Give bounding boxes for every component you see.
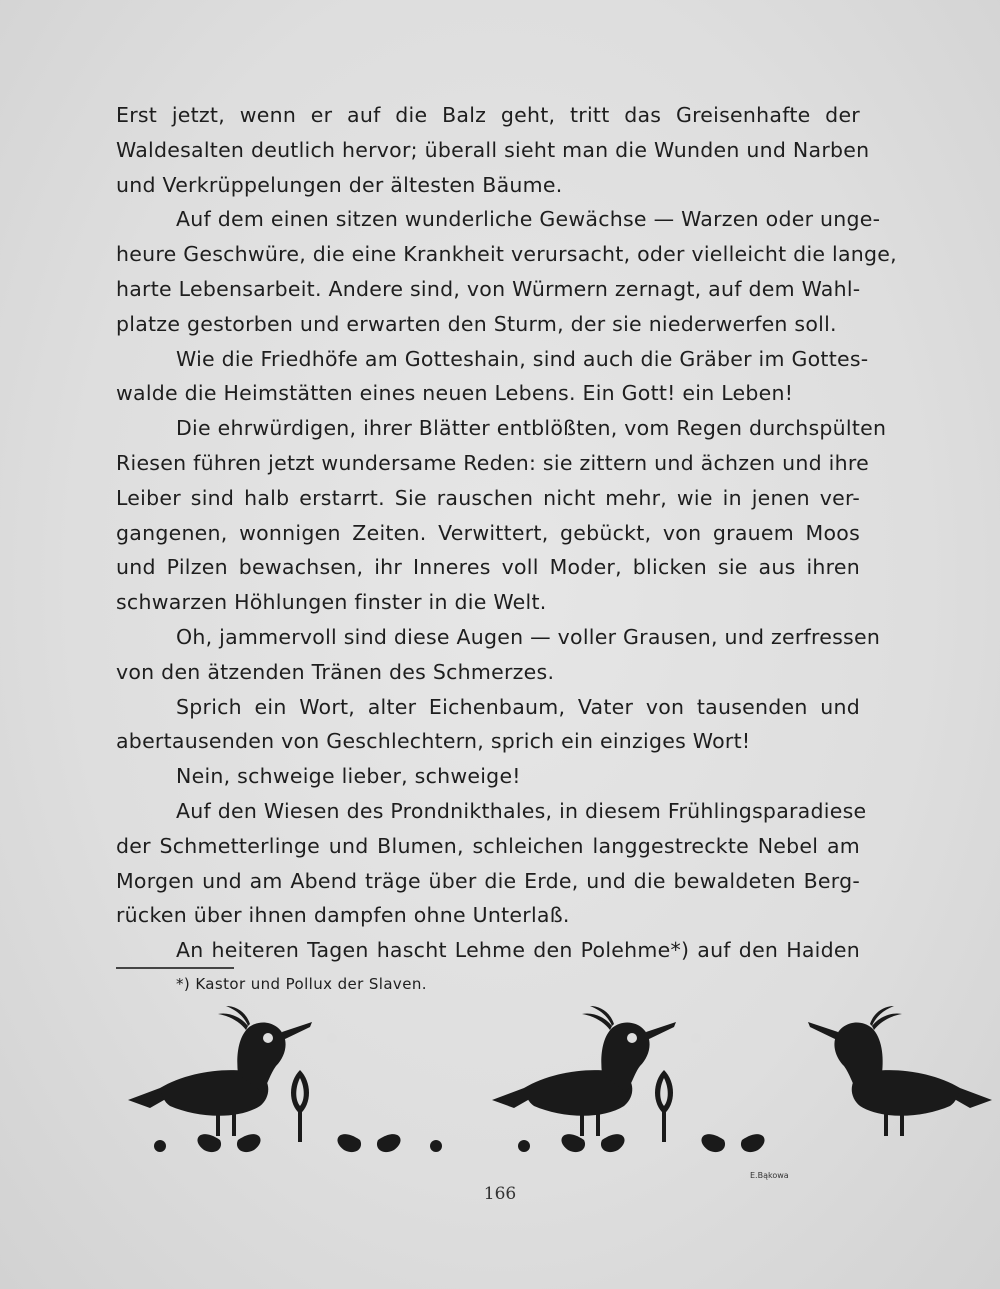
text-line: Morgen und am Abend träge über die Erde, und die bewaldeten Berg- xyxy=(116,868,860,893)
text-line: und Verkrüppelungen der ältesten Bäume. xyxy=(116,172,563,197)
text-line: Leiber sind halb erstarrt. Sie rauschen nicht mehr, wie in jenen ver- xyxy=(116,485,860,510)
text-line: Auf dem einen sitzen wunderliche Gewächse — Warzen oder unge- xyxy=(176,207,881,232)
text-line: gangenen, wonnigen Zeiten. Verwittert, gebückt, von grauem Moos xyxy=(116,520,860,545)
text-line: Nein, schweige lieber, schweige! xyxy=(176,764,521,789)
page-number: 166 xyxy=(483,1184,517,1204)
text-line: Oh, jammervoll sind diese Augen — voller Grausen, und zerfressen xyxy=(176,624,881,649)
text-line: heure Geschwüre, die eine Krankheit verursacht, oder vielleicht die lange, xyxy=(116,242,897,267)
footnote-divider xyxy=(116,967,234,969)
footnote: *) Kastor und Pollux der Slaven. xyxy=(176,975,427,993)
text-line: platze gestorben und erwarten den Sturm, der sie niederwerfen soll. xyxy=(116,311,837,336)
lapwing-birds-ornament-icon xyxy=(120,1000,860,1180)
text-line: Waldesalten deutlich hervor; überall sieht man die Wunden und Narben xyxy=(116,137,870,162)
text-line: abertausenden von Geschlechtern, sprich ein einziges Wort! xyxy=(116,729,751,754)
text-line: Erst jetzt, wenn er auf die Balz geht, tritt das Greisenhafte der xyxy=(116,103,860,127)
text-line: harte Lebensarbeit. Andere sind, von Würmern zernagt, auf dem Wahl- xyxy=(116,276,861,301)
text-line: Auf den Wiesen des Prondnikthales, in diesem Frühlingsparadiese xyxy=(176,798,867,823)
text-line: Wie die Friedhöfe am Gotteshain, sind auch die Gräber im Gottes- xyxy=(176,346,869,371)
artist-signature: E.Bąkowa xyxy=(750,1171,789,1180)
text-line: rücken über ihnen dampfen ohne Unterlaß. xyxy=(116,903,570,928)
text-line: Riesen führen jetzt wundersame Reden: sie zittern und ächzen und ihre xyxy=(116,450,869,475)
text-line: von den ätzenden Tränen des Schmerzes. xyxy=(116,659,555,684)
text-line: und Pilzen bewachsen, ihr Inneres voll Moder, blicken sie aus ihren xyxy=(116,555,860,580)
text-line: Sprich ein Wort, alter Eichenbaum, Vater von tausenden und xyxy=(176,694,860,719)
text-line: der Schmetterlinge und Blumen, schleichen langgestreckte Nebel am xyxy=(116,833,860,858)
text-line: schwarzen Höhlungen finster in die Welt. xyxy=(116,590,547,615)
text-line: An heiteren Tagen hascht Lehme den Polehme*) auf den Haiden xyxy=(176,938,860,963)
body-text xyxy=(116,98,897,968)
text-line: Die ehrwürdigen, ihrer Blätter entblößten, vom Regen durchspülten xyxy=(176,416,887,441)
text-line: walde die Heimstätten eines neuen Lebens. Ein Gott! ein Leben! xyxy=(116,381,794,406)
